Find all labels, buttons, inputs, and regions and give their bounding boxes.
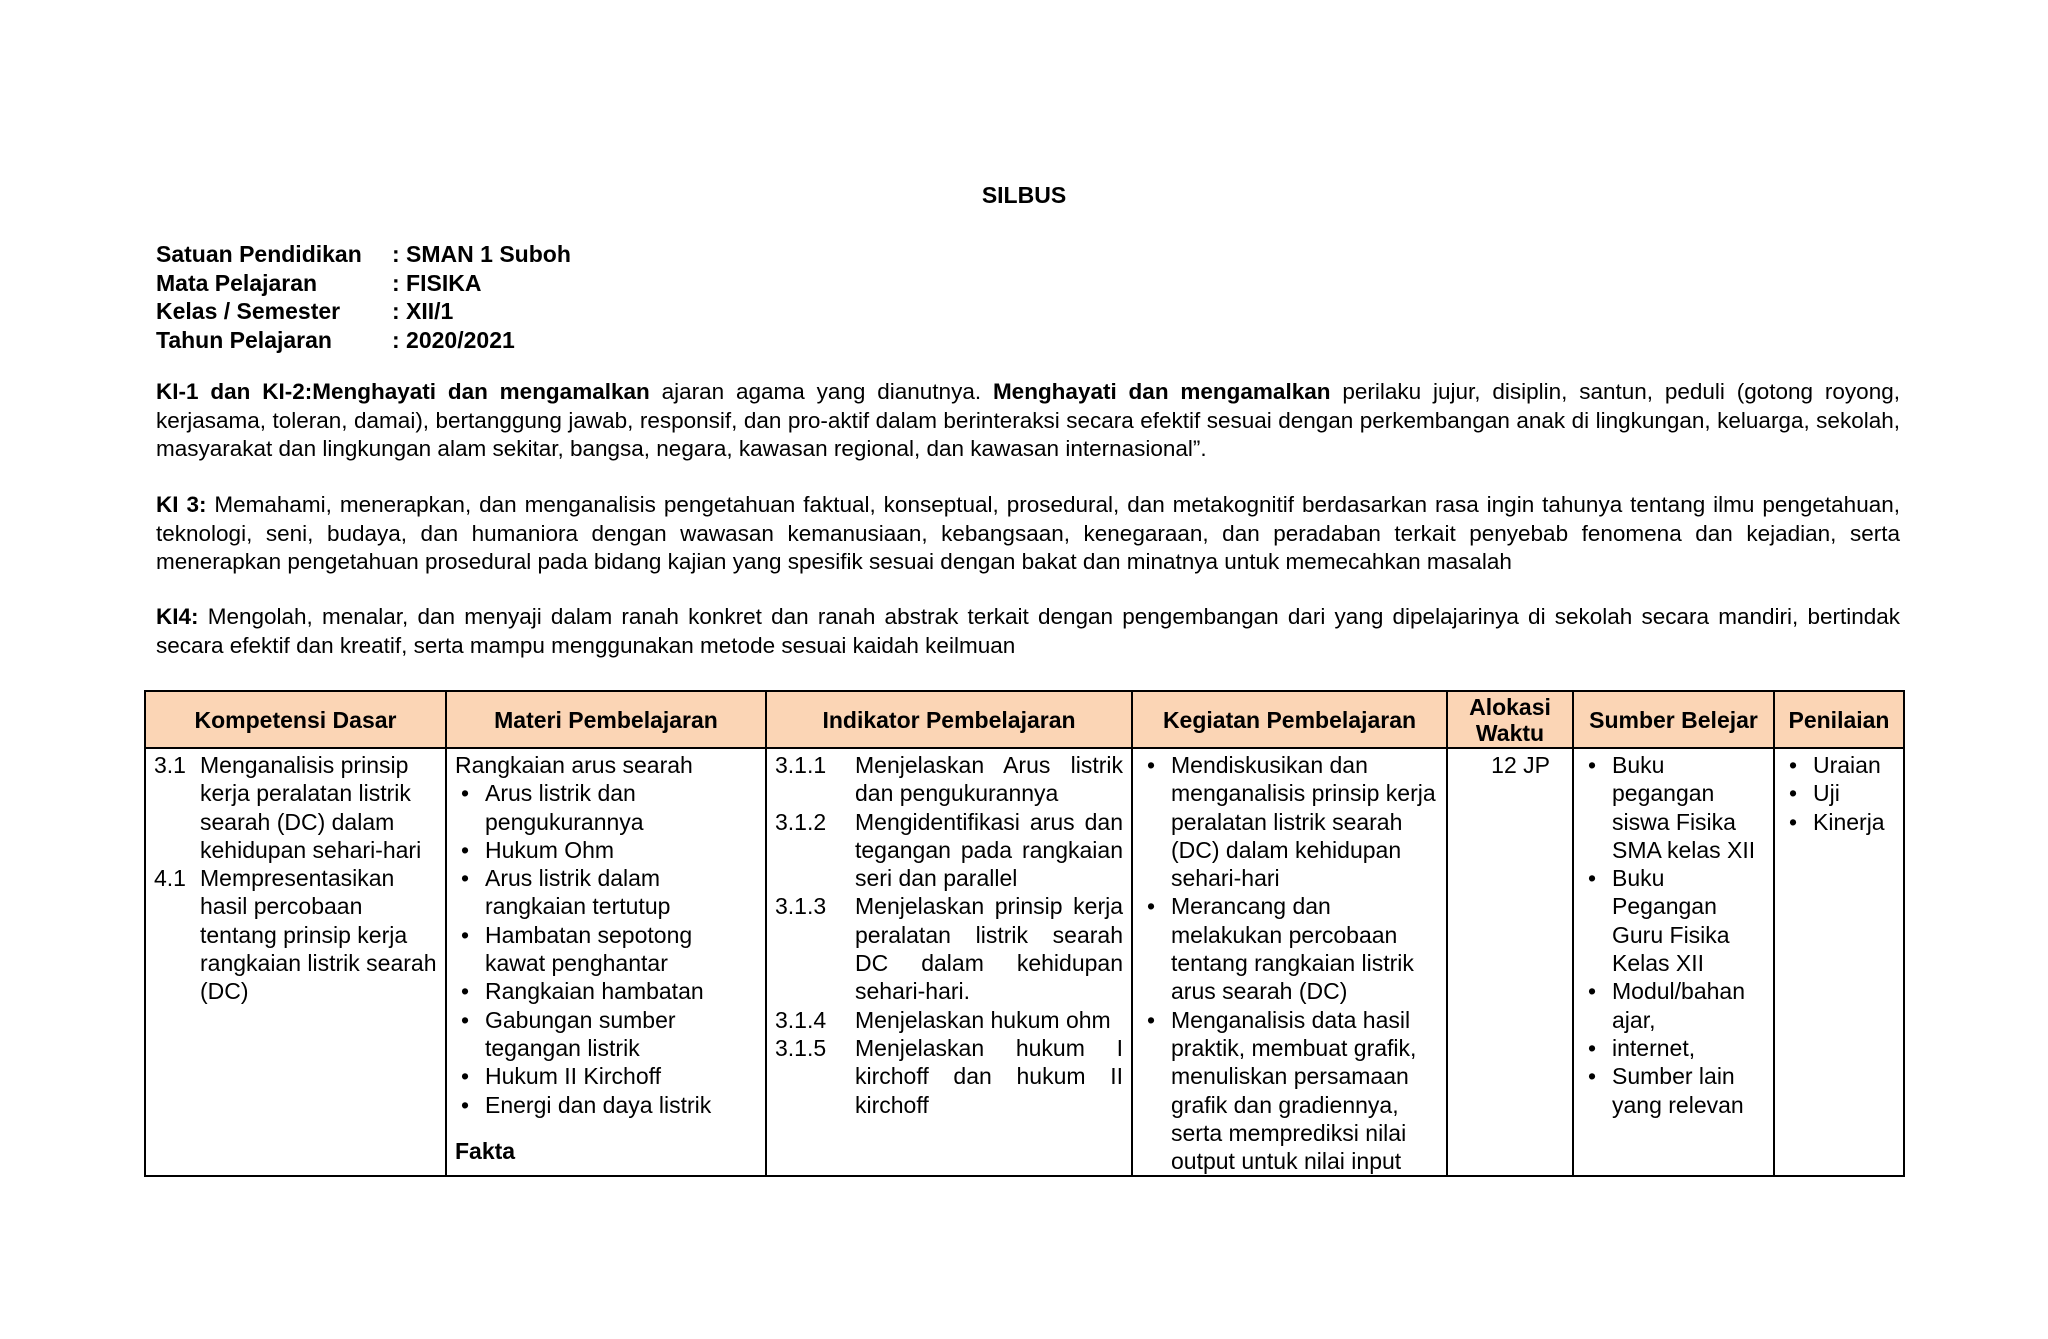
info-row — [156, 240, 571, 269]
list-item: • Hukum Ohm — [455, 836, 757, 864]
cell-penilaian — [1774, 748, 1904, 1176]
indikator-item — [775, 1006, 1123, 1034]
cell-alokasi-waktu: 12 JP — [1447, 748, 1573, 1176]
ki-3-paragraph — [156, 491, 1900, 577]
header-kompetensi-dasar: Kompetensi Dasar — [145, 691, 446, 748]
header-alokasi-waktu: Alokasi Waktu — [1447, 691, 1573, 748]
list-item: • Gabungan sumber tegangan listrik — [455, 1006, 757, 1063]
ki-3-label: KI 3: — [156, 492, 207, 517]
ki-1-2-text: perilaku jujur, disiplin, santun, peduli (gotong royong, kerjasama, toleran, damai), bertanggung jawab, responsif, dan pro-aktif dalam berinteraksi secara efektif sesuai dengan perkembangan anak di lingkungan, keluarga, sekolah, masyarakat dan lingkungan alam sekitar, bangsa, negara, kawasan regional, dan kawasan internasional”. — [156, 379, 1900, 461]
header-penilaian: Penilaian — [1774, 691, 1904, 748]
cell-materi-pembelajaran — [446, 748, 766, 1176]
indikator-number: 3.1.4 — [775, 1006, 827, 1033]
info-value: : SMAN 1 Suboh — [392, 241, 571, 267]
indikator-text: Menjelaskan Arus listrik dan pengukurannya — [855, 752, 1123, 807]
info-label: Kelas / Semester — [156, 298, 341, 324]
table-row — [145, 748, 1904, 1176]
list-item: • Arus listrik dan pengukurannya — [455, 779, 757, 836]
info-value: : 2020/2021 — [392, 326, 515, 353]
cell-kompetensi-dasar — [145, 748, 446, 1176]
kompetensi-item — [154, 751, 437, 864]
ki-1-2-bold-phrase: Menghayati dan mengamalkan — [992, 379, 1331, 404]
list-item: • Uraian — [1783, 751, 1895, 779]
indikator-item — [775, 892, 1123, 1005]
kompetensi-number: 3.1 — [154, 752, 186, 778]
ki-4-text: Mengolah, menalar, dan menyaji dalam ranah konkret dan ranah abstrak terkait dengan pengembangan dari yang dipelajarinya di sekolah secara mandiri, bertindak secara efektif dan kreatif, serta mampu menggunakan metode sesuai kaidah keilmuan — [156, 604, 1900, 658]
info-row — [156, 326, 571, 355]
indikator-text: Mengidentifikasi arus dan tegangan pada rangkaian seri dan parallel — [855, 808, 1123, 892]
materi-title: Rangkaian arus searah — [455, 752, 693, 778]
list-item: • internet, — [1582, 1034, 1765, 1062]
list-item: • Uji — [1783, 779, 1895, 807]
list-item: • Modul/bahan ajar, — [1582, 977, 1765, 1034]
list-item: • Menganalisis data hasil praktik, membuat grafik, menuliskan persamaan grafik dan gradiennya, serta memprediksi nilai output untuk nilai input — [1141, 1006, 1438, 1176]
list-item: • Hukum II Kirchoff — [455, 1062, 757, 1090]
list-item: • Energi dan daya listrik — [455, 1091, 757, 1119]
list-item: • Buku pegangan siswa Fisika SMA kelas XII — [1582, 751, 1765, 864]
list-item: • Kinerja — [1783, 808, 1895, 836]
info-label: Mata Pelajaran — [156, 269, 318, 296]
kompetensi-number: 4.1 — [154, 865, 186, 892]
ki-4-label: KI4: — [156, 604, 199, 629]
list-item: • Hambatan sepotong kawat penghantar — [455, 921, 757, 978]
cell-indikator-pembelajaran — [766, 748, 1132, 1176]
info-row — [156, 269, 571, 298]
indikator-number: 3.1.5 — [775, 1034, 827, 1061]
list-item: • Arus listrik dalam rangkaian tertutup — [455, 864, 757, 921]
ki-1-2-bold-phrase: Menghayati dan mengamalkan — [312, 379, 650, 404]
ki-1-2-paragraph — [156, 378, 1900, 464]
info-value: : XII/1 — [392, 298, 454, 324]
indikator-item — [775, 808, 1123, 893]
indikator-item — [775, 1034, 1123, 1119]
indikator-number: 3.1.3 — [775, 893, 827, 920]
syllabus-table — [144, 690, 1905, 1177]
list-item: • Buku Pegangan Guru Fisika Kelas XII — [1582, 864, 1765, 977]
ki-1-2-text: ajaran agama yang dianutnya. — [649, 379, 993, 404]
header-indikator-pembelajaran: Indikator Pembelajaran — [766, 691, 1132, 748]
sumber-list — [1582, 751, 1765, 1119]
ki-3-text: Memahami, menerapkan, dan menganalisis pengetahuan faktual, konseptual, prosedural, dan metakognitif berdasarkan rasa ingin tahunya tentang ilmu pengetahuan, teknologi, seni, budaya, dan humaniora dengan wawasan kemanusiaan, kebangsaan, kenegaraan, dan peradaban terkait penyebab fenomena dan kejadian, serta menerapkan pengetahuan prosedural pada bidang kajian yang spesifik sesuai dengan bakat dan minatnya untuk memecahkan masalah — [156, 492, 1900, 574]
kompetensi-item — [154, 864, 437, 1005]
info-label: Tahun Pelajaran — [156, 326, 332, 353]
ki-1-2-label: KI-1 dan KI-2: — [156, 379, 313, 404]
penilaian-list — [1783, 751, 1895, 836]
list-item: • Mendiskusikan dan menganalisis prinsip kerja peralatan listrik searah (DC) dalam kehidupan sehari-hari — [1141, 751, 1438, 892]
list-item: • Rangkaian hambatan — [455, 977, 757, 1005]
header-materi-pembelajaran: Materi Pembelajaran — [446, 691, 766, 748]
indikator-text: Menjelaskan prinsip kerja peralatan listrik searah DC dalam kehidupan sehari-hari. — [855, 893, 1123, 1005]
cell-sumber-belajar — [1573, 748, 1774, 1176]
kompetensi-text: Menganalisis prinsip kerja peralatan listrik searah (DC) dalam kehidupan sehari-hari — [200, 752, 422, 863]
ki-4-paragraph — [156, 603, 1900, 660]
kompetensi-text: Mempresentasikan hasil percobaan tentang prinsip kerja rangkaian listrik searah (DC) — [200, 865, 437, 1005]
header-sumber-belajar: Sumber Belejar — [1573, 691, 1774, 748]
indikator-text: Menjelaskan hukum I kirchoff dan hukum II kirchoff — [855, 1034, 1123, 1118]
indikator-text: Menjelaskan hukum ohm — [855, 1006, 1111, 1033]
indikator-number: 3.1.2 — [775, 808, 827, 835]
table-header-row — [145, 691, 1904, 748]
kegiatan-list — [1141, 751, 1438, 1175]
materi-list — [455, 779, 757, 1119]
indikator-number: 3.1.1 — [775, 752, 827, 778]
info-label: Satuan Pendidikan — [156, 241, 362, 267]
info-row — [156, 297, 571, 326]
materi-fakta: Fakta — [455, 1137, 516, 1164]
list-item: • Sumber lain yang relevan — [1582, 1062, 1765, 1119]
indikator-item — [775, 751, 1123, 808]
info-value: : FISIKA — [392, 269, 482, 296]
document-title: SILBUS — [981, 182, 1067, 208]
info-block — [156, 240, 571, 354]
header-kegiatan-pembelajaran: Kegiatan Pembelajaran — [1132, 691, 1447, 748]
list-item: • Merancang dan melakukan percobaan tentang rangkaian listrik arus searah (DC) — [1141, 892, 1438, 1005]
cell-kegiatan-pembelajaran — [1132, 748, 1447, 1176]
